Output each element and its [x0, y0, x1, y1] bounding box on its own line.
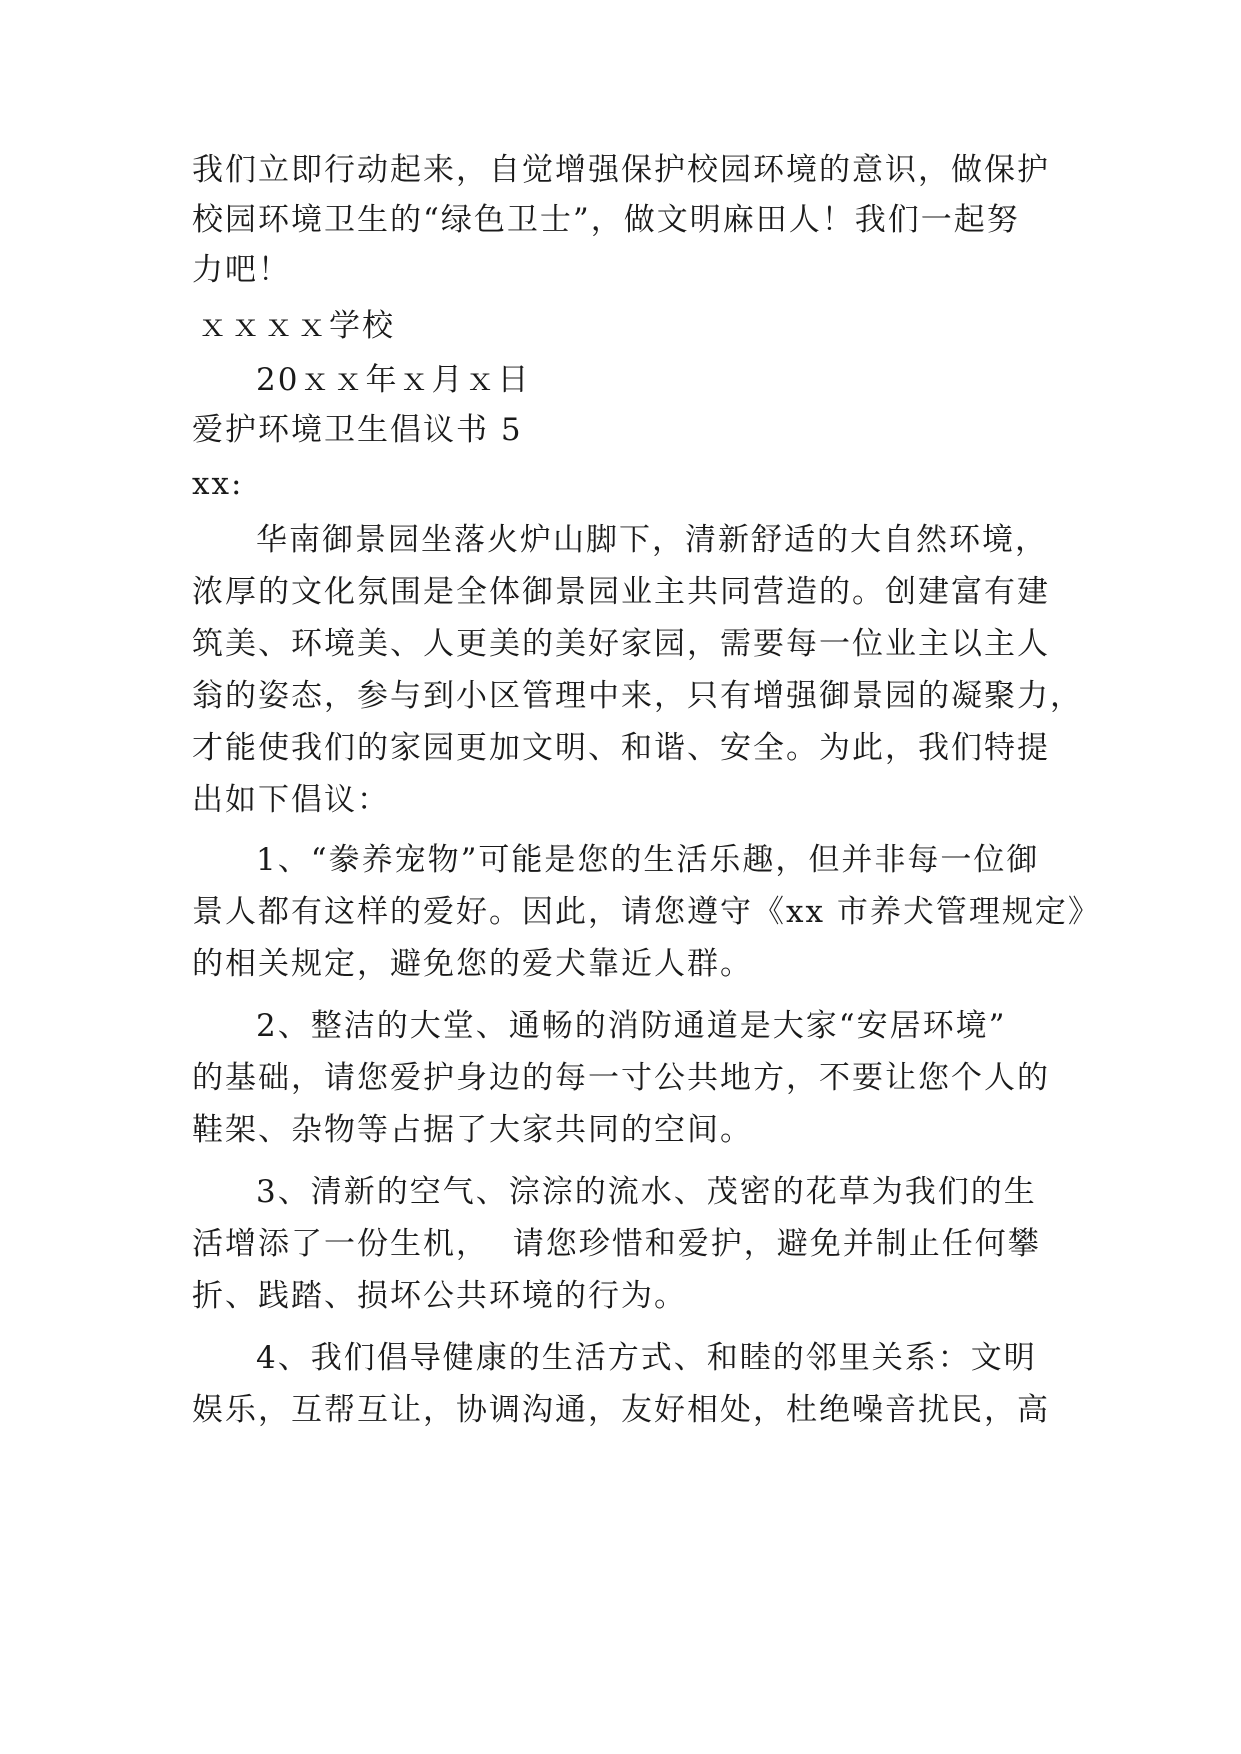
list-item-line: 4、我们倡导健康的生活方式、和睦的邻里关系：文明 — [256, 1340, 1037, 1376]
signature-school: ｘｘｘｘ学校 — [197, 308, 395, 344]
paragraph-line: 筑美、环境美、人更美的美好家园，需要每一位业主以主人 — [192, 626, 1050, 662]
list-item-line: 2、整洁的大堂、通畅的消防通道是大家“安居环境” — [256, 1008, 1007, 1044]
list-item-line: 娱乐，互帮互让，协调沟通，友好相处，杜绝噪音扰民，高 — [192, 1392, 1050, 1428]
list-item-line: 鞋架、杂物等占据了大家共同的空间。 — [192, 1112, 753, 1148]
list-item-line: 活增添了一份生机， 请您珍惜和爱护，避免并制止任何攀 — [192, 1226, 1041, 1262]
paragraph-line: 翁的姿态，参与到小区管理中来，只有增强御景园的凝聚力， — [192, 678, 1083, 714]
list-item-line: 景人都有这样的爱好。因此，请您遵守《xx 市养犬管理规定》 — [192, 894, 1101, 930]
section-title: 爱护环境卫生倡议书 5 — [192, 412, 523, 448]
list-item-line: 3、清新的空气、淙淙的流水、茂密的花草为我们的生 — [256, 1174, 1037, 1210]
paragraph-line: 华南御景园坐落火炉山脚下，清新舒适的大自然环境， — [256, 522, 1048, 558]
paragraph-line: 浓厚的文化氛围是全体御景园业主共同营造的。创建富有建 — [192, 574, 1050, 610]
list-item-line: 的相关规定，避免您的爱犬靠近人群。 — [192, 946, 753, 982]
paragraph-line: 力吧！ — [192, 252, 291, 288]
signature-date: 20ｘｘ年ｘ月ｘ日 — [256, 362, 531, 398]
list-item-line: 的基础，请您爱护身边的每一寸公共地方，不要让您个人的 — [192, 1060, 1050, 1096]
salutation: xx: — [192, 466, 244, 502]
paragraph-line: 校园环境卫生的“绿色卫士”，做文明麻田人！我们一起努 — [192, 202, 1020, 238]
list-item-line: 1、“豢养宠物”可能是您的生活乐趣，但并非每一位御 — [256, 842, 1040, 878]
paragraph-line: 我们立即行动起来，自觉增强保护校园环境的意识，做保护 — [192, 152, 1050, 188]
paragraph-line: 出如下倡议： — [192, 782, 390, 818]
paragraph-line: 才能使我们的家园更加文明、和谐、安全。为此，我们特提 — [192, 730, 1050, 766]
list-item-line: 折、践踏、损坏公共环境的行为。 — [192, 1278, 687, 1314]
